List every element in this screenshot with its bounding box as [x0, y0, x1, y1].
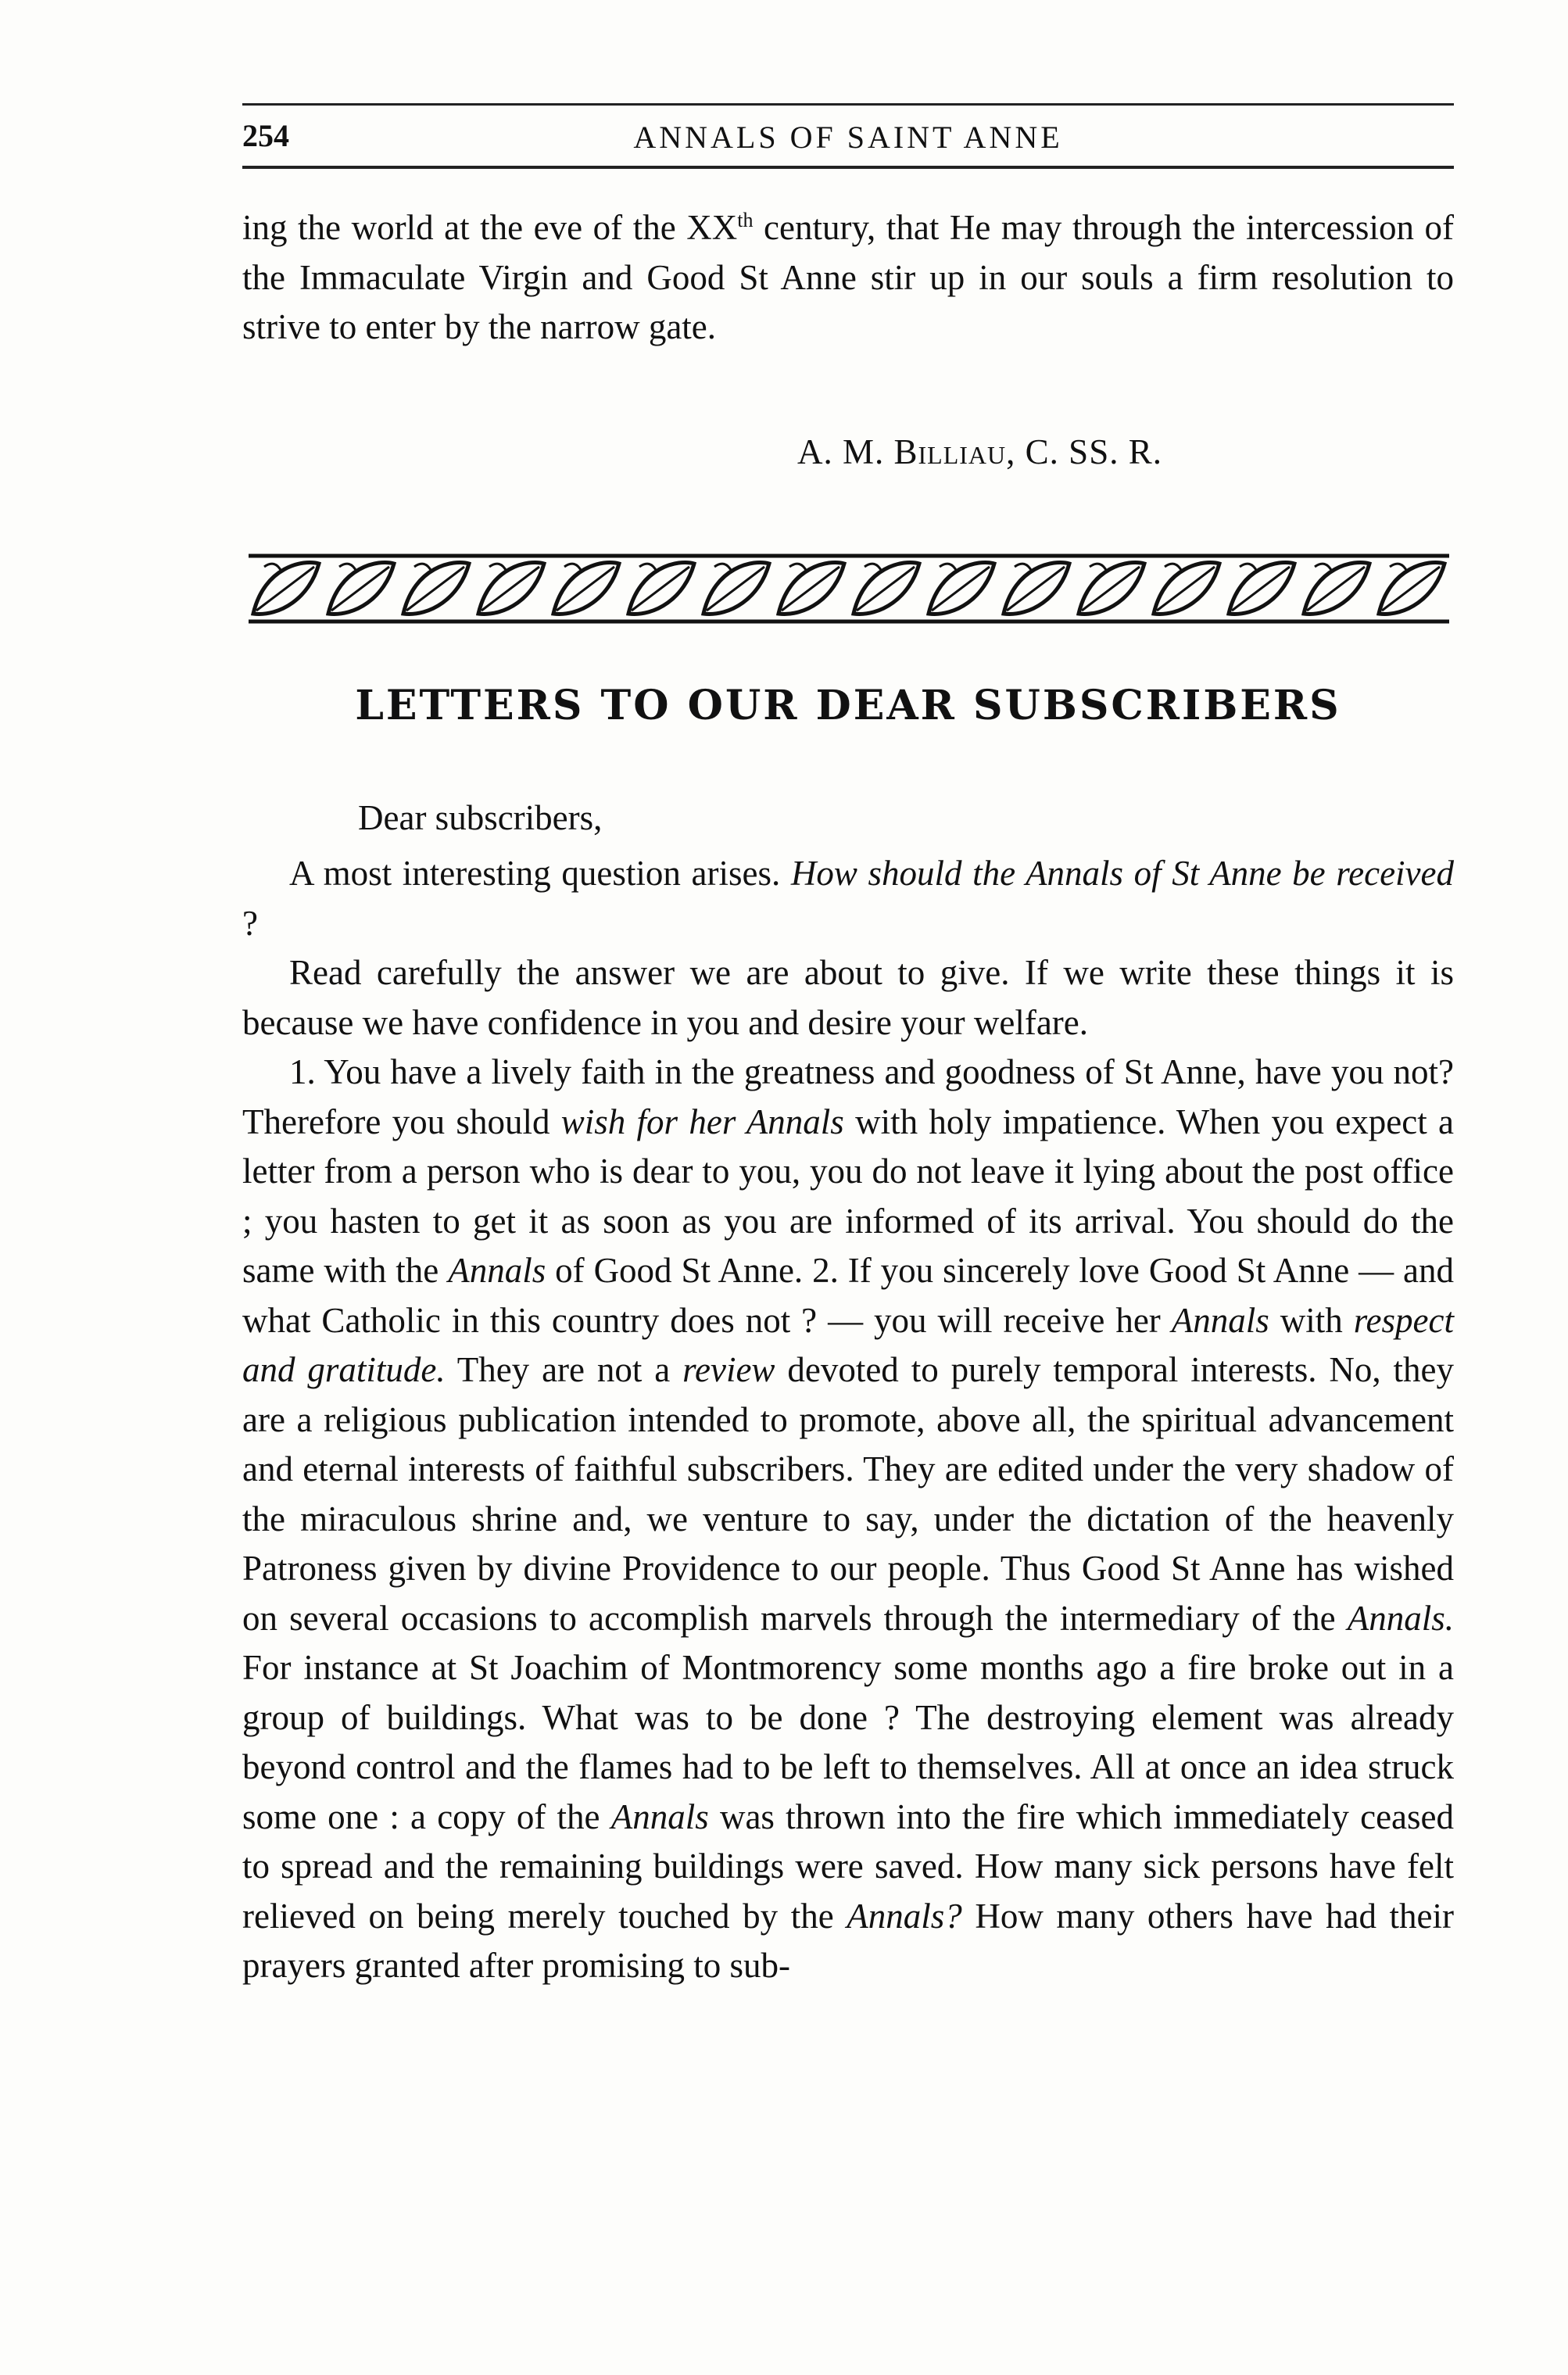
salutation: Dear subscribers,	[358, 798, 603, 837]
continuation-paragraph: ing the world at the eve of the XXth century, that He may through the intercession of the Immaculate Virgin and Good St Anne stir up in our souls a firm resolution to strive to enter by the narrow gate.	[242, 208, 1454, 346]
running-head: ANNALS OF SAINT ANNE	[633, 120, 1063, 155]
paragraph-answer-intro: Read carefully the answer we are about to give. If we write these things it is because we have confidence in you and desire your welfare.	[242, 953, 1454, 1042]
paragraph-question: A most interesting question arises. How should the Annals of St Anne be received ?	[242, 854, 1454, 943]
header-rule-bottom	[242, 166, 1454, 169]
author-signature: A. M. Billiau, C. SS. R.	[797, 432, 1162, 471]
decorative-leaf-border-icon	[249, 551, 1449, 626]
paragraph-main: 1. You have a lively faith in the greatness and goodness of St Anne, have you not? Therefore you should wish for her Annals with holy impatience. When you expect a letter from a person who is dear to you, you do not leave it lying about the post office ; you hasten to get it as soon as you are informed of its arrival. You should do the same with the Annals of Good St Anne. 2. If you sincerely love Good St Anne — and what Catholic in this country does not ? — you will receive her Annals with respect and gratitude. They are not a review devoted to purely temporal interests. No, they are a religious publication intended to promote, above all, the spiritual advancement and eternal interests of faithful subscribers. They are edited under the very shadow of the miraculous shrine and, we venture to say, under the dictation of the heavenly Patroness given by divine Providence to our people. Thus Good St Anne has wished on several occasions to accomplish marvels through the intermediary of the Annals. For instance at St Joachim of Montmorency some months ago a fire broke out in a group of buildings. What was to be done ? The destroying element was already beyond control and the flames had to be left to themselves. All at once an idea struck some one : a copy of the Annals was thrown into the fire which immediately ceased to spread and the remaining buildings were saved. How many sick persons have felt relieved on being merely touched by the Annals? How many others have had their prayers granted after promising to sub-	[242, 1052, 1454, 1985]
section-heading: LETTERS TO OUR DEAR SUBSCRIBERS	[355, 682, 1341, 729]
header-rule-top	[242, 103, 1454, 106]
letter-body	[242, 849, 1454, 1991]
page-header	[242, 109, 1454, 164]
page-number: 254	[242, 118, 289, 153]
